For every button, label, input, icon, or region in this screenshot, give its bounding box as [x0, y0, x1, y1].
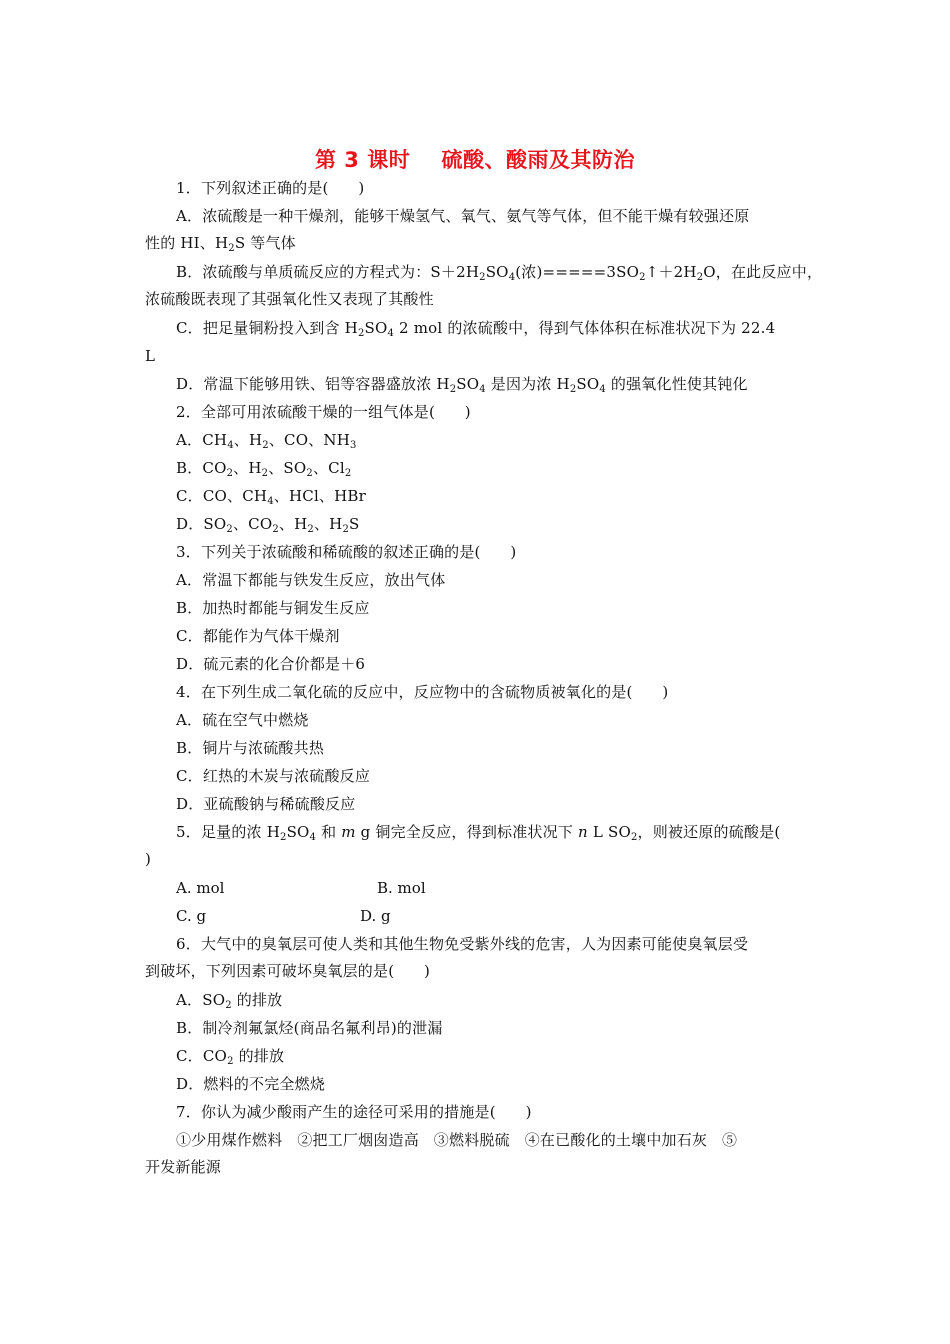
- question-7-choices: ①少用煤作燃料 ②把工厂烟囱造高 ③燃料脱硫 ④在已酸化的土壤中加石灰 ⑤: [176, 1131, 738, 1149]
- question-2-option-a: A．$CH_4$、$H_2$、CO、$NH_3$: [176, 431, 357, 451]
- question-5-stem: 5．足量的浓 $H_2SO_4$ 和 m g 铜完全反应，得到标准状况下 n L $SO_2$，则被还原的硫酸是(: [176, 823, 781, 843]
- question-4-option-a: A．硫在空气中燃烧: [176, 711, 309, 729]
- question-3-option-a: A．常温下都能与铁发生反应，放出气体: [176, 571, 446, 589]
- question-2-stem: 2．全部可用浓硫酸干燥的一组气体是( ): [176, 403, 471, 421]
- question-2-option-b: B．$CO_2$、$H_2$、$SO_2$、$Cl_2$: [176, 459, 352, 479]
- question-3-option-c: C．都能作为气体干燥剂: [176, 627, 340, 645]
- question-5-option-c: C. g: [176, 907, 207, 925]
- question-7-choices-cont: 开发新能源: [145, 1158, 222, 1176]
- question-5-option-b: B. mol: [377, 879, 426, 897]
- question-6-option-d: D．燃料的不完全燃烧: [176, 1075, 326, 1093]
- question-5-option-a: A. mol: [176, 879, 225, 897]
- question-2-option-c: C．CO、$CH_4$、HCl、HBr: [176, 487, 367, 507]
- question-1-option-b-cont: 浓硫酸既表现了其强氧化性又表现了其酸性: [145, 290, 434, 308]
- question-1-option-a: A．浓硫酸是一种干燥剂，能够干燥氢气、氧气、氨气等气体，但不能干燥有较强还原: [176, 207, 750, 225]
- question-6-option-a: A．$SO_2$ 的排放: [176, 991, 283, 1011]
- question-5-option-d: D. g: [360, 907, 391, 925]
- question-2-option-d: D．$SO_2$、$CO_2$、$H_2$、$H_2S$: [176, 515, 360, 535]
- question-6-stem: 6．大气中的臭氧层可使人类和其他生物免受紫外线的危害，人为因素可能使臭氧层受: [176, 935, 749, 953]
- question-4-option-c: C．红热的木炭与浓硫酸反应: [176, 767, 371, 785]
- question-6-option-b: B．制冷剂氟氯烃(商品名氟利昂)的泄漏: [176, 1019, 443, 1037]
- question-1-stem: 1．下列叙述正确的是( ): [176, 179, 365, 197]
- question-6-stem-cont: 到破坏，下列因素可破坏臭氧层的是( ): [145, 962, 431, 980]
- question-1-option-c: C．把足量铜粉投入到含 $H_2SO_4$ 2 mol 的浓硫酸中，得到气体体积在标准状况下为 22.4: [176, 319, 776, 339]
- question-4-stem: 4．在下列生成二氧化硫的反应中，反应物中的含硫物质被氧化的是( ): [176, 683, 669, 701]
- question-6-option-c: C．$CO_2$ 的排放: [176, 1047, 285, 1067]
- question-3-option-d: D．硫元素的化合价都是＋6: [176, 655, 366, 673]
- question-5-stem-cont: ): [145, 850, 152, 868]
- question-4-option-b: B．铜片与浓硫酸共热: [176, 739, 325, 757]
- question-1-option-d: D．常温下能够用铁、铝等容器盛放浓 $H_2SO_4$ 是因为浓 $H_2SO_4$ 的强氧化性使其钝化: [176, 375, 748, 395]
- question-1-option-b: B．浓硫酸与单质硫反应的方程式为：$S+2H_2SO_4$(浓)$=====3SO_2↑+2H_2O$，在此反应中，: [176, 263, 823, 283]
- question-1-option-c-cont: L: [145, 347, 156, 365]
- question-1-option-a-cont: 性的 HI、$H_2S$ 等气体: [145, 234, 296, 254]
- question-3-stem: 3．下列关于浓硫酸和稀硫酸的叙述正确的是( ): [176, 543, 517, 561]
- question-4-option-d: D．亚硫酸钠与稀硫酸反应: [176, 795, 356, 813]
- question-7-stem: 7．你认为减少酸雨产生的途径可采用的措施是( ): [176, 1103, 532, 1121]
- page-title: 第 3 课时 硫酸、酸雨及其防治: [315, 148, 635, 172]
- question-3-option-b: B．加热时都能与铜发生反应: [176, 599, 370, 617]
